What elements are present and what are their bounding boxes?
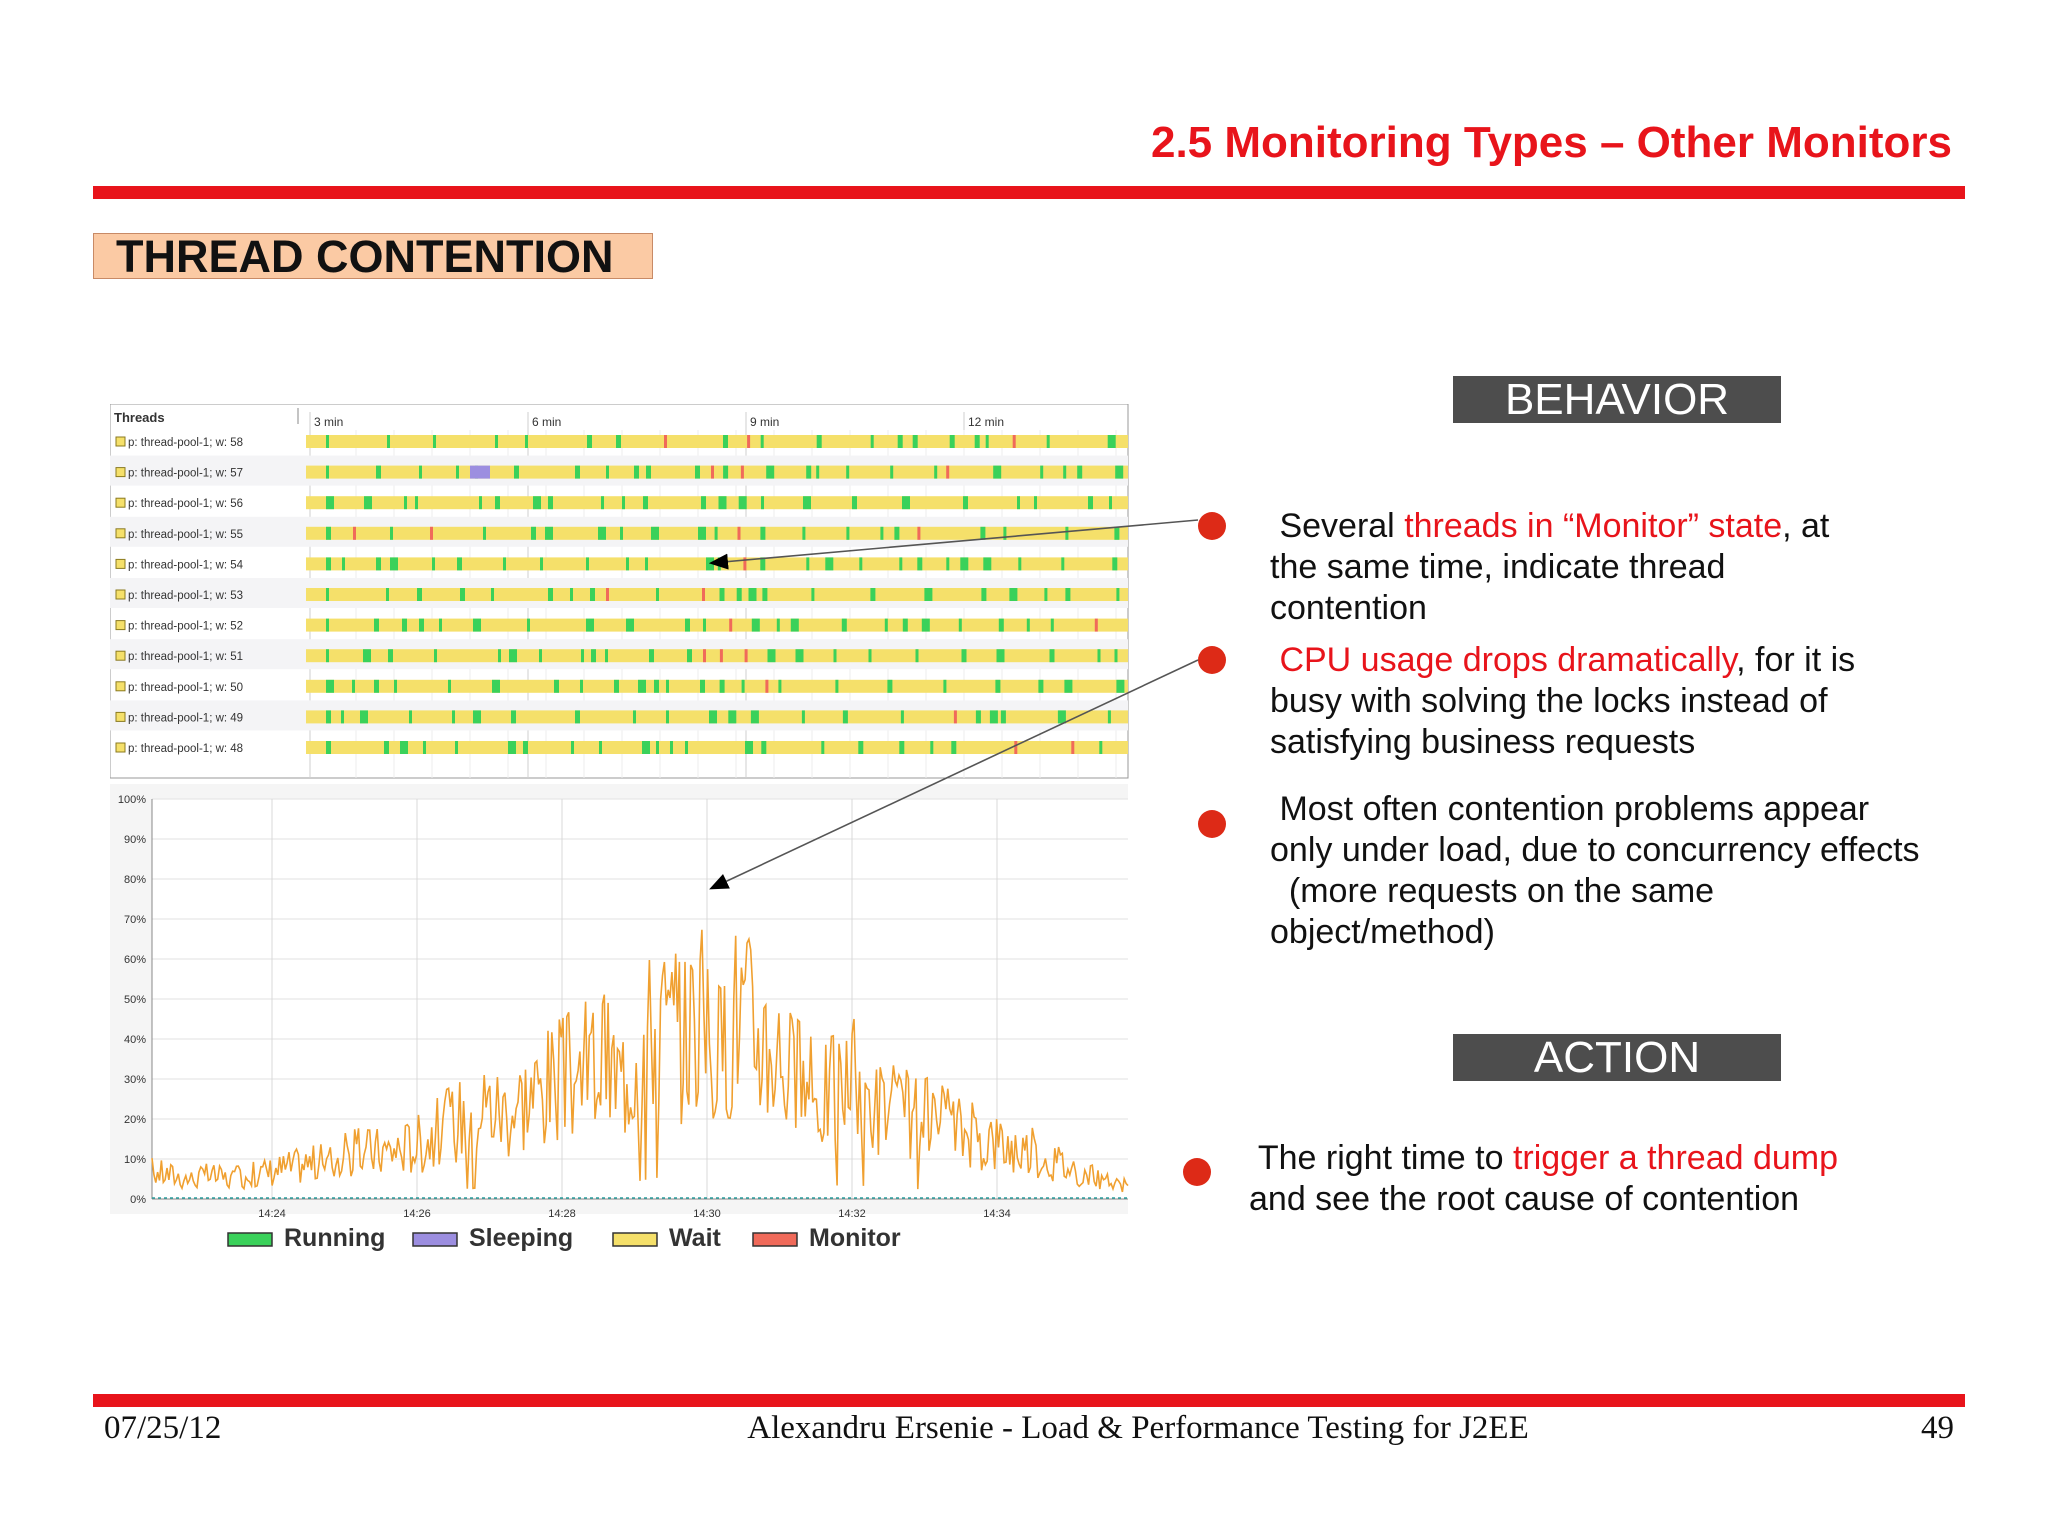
cpu-y-tick-label: 40% <box>123 1034 146 1046</box>
cpu-x-tick-label: 14:24 <box>258 1208 286 1220</box>
slide-title: 2.5 Monitoring Types – Other Monitors <box>1150 118 1952 167</box>
thread-label: p: thread-pool-1; w: 58 <box>128 437 244 449</box>
action-label: ACTION <box>1453 1034 1781 1081</box>
footer-date: 07/25/12 <box>104 1410 222 1446</box>
bullet-text: satisfying business requests <box>1270 723 1696 761</box>
footer-title: Alexandru Ersenie - Load & Performance Testing for J2EE <box>747 1410 1529 1446</box>
bullet-text: contention <box>1270 589 1427 627</box>
thread-label: p: thread-pool-1; w: 56 <box>128 498 244 511</box>
timeline-tick-label: 12 min <box>968 415 1005 429</box>
behavior-label: BEHAVIOR <box>1453 376 1781 423</box>
highlight-text: threads in “Monitor” state <box>1404 507 1783 545</box>
legend-label: Wait <box>669 1224 721 1252</box>
bullet-text: , for it is <box>1736 641 1856 679</box>
timeline-header: Threads <box>114 410 165 425</box>
footer-divider <box>93 1394 1965 1407</box>
bullet-text: The right time to <box>1249 1139 1513 1177</box>
cpu-y-tick-label: 60% <box>123 954 146 966</box>
legend-label: Monitor <box>809 1224 901 1252</box>
thread-label: p: thread-pool-1; w: 54 <box>128 559 244 572</box>
thread-label: p: thread-pool-1; w: 52 <box>128 620 244 633</box>
thread-label: p: thread-pool-1; w: 49 <box>128 712 244 725</box>
cpu-y-tick-label: 10% <box>123 1154 146 1166</box>
thread-label: p: thread-pool-1; w: 48 <box>128 743 244 755</box>
bullet-text: and see the root cause of contention <box>1249 1180 1800 1218</box>
cpu-x-tick-label: 14:32 <box>838 1208 866 1220</box>
arrow-to-cpu <box>712 660 1198 888</box>
cpu-y-tick-label: 70% <box>123 914 146 926</box>
cpu-y-tick-label: 80% <box>123 874 146 886</box>
highlight-text: trigger a thread dump <box>1512 1139 1839 1177</box>
thread-label: p: thread-pool-1; w: 57 <box>128 467 244 480</box>
legend-label: Running <box>284 1224 386 1252</box>
legend-label: Sleeping <box>469 1224 574 1252</box>
bullet-text: Most often contention problems appear <box>1270 790 1870 828</box>
bullet-text: Several <box>1270 507 1405 545</box>
thread-label: p: thread-pool-1; w: 51 <box>128 651 244 664</box>
cpu-y-tick-label: 50% <box>123 994 146 1006</box>
cpu-y-tick-label: 90% <box>123 834 146 846</box>
cpu-x-tick-label: 14:28 <box>548 1208 576 1220</box>
thread-label: p: thread-pool-1; w: 55 <box>128 528 244 541</box>
section-tag: THREAD CONTENTION <box>93 233 653 279</box>
timeline-tick-label: 9 min <box>750 415 780 429</box>
cpu-y-tick-label: 100% <box>117 794 146 806</box>
timeline-tick-label: 3 min <box>314 415 344 429</box>
timeline-tick-label: 6 min <box>532 415 562 429</box>
bullet-text: , at <box>1782 507 1830 545</box>
cpu-x-tick-label: 14:26 <box>403 1208 431 1220</box>
cpu-y-tick-label: 0% <box>130 1194 146 1206</box>
thread-label: p: thread-pool-1; w: 50 <box>128 681 244 694</box>
thread-label: p: thread-pool-1; w: 53 <box>128 590 244 602</box>
bullet-text: only under load, due to concurrency effects <box>1270 831 1920 869</box>
highlight-text: CPU usage drops dramatically <box>1279 641 1737 679</box>
bullet-text: busy with solving the locks instead of <box>1270 682 1828 720</box>
bullet-text: (more requests on the same <box>1270 872 1715 910</box>
cpu-y-tick-label: 30% <box>123 1074 146 1086</box>
bullet-text: object/method) <box>1270 913 1495 951</box>
arrow-to-threads <box>712 520 1198 563</box>
footer-page-number: 49 <box>1921 1410 1954 1446</box>
cpu-x-tick-label: 14:34 <box>983 1208 1011 1220</box>
cpu-y-tick-label: 20% <box>123 1114 146 1126</box>
cpu-x-tick-label: 14:30 <box>693 1208 721 1220</box>
bullet-text: the same time, indicate thread <box>1270 548 1726 586</box>
